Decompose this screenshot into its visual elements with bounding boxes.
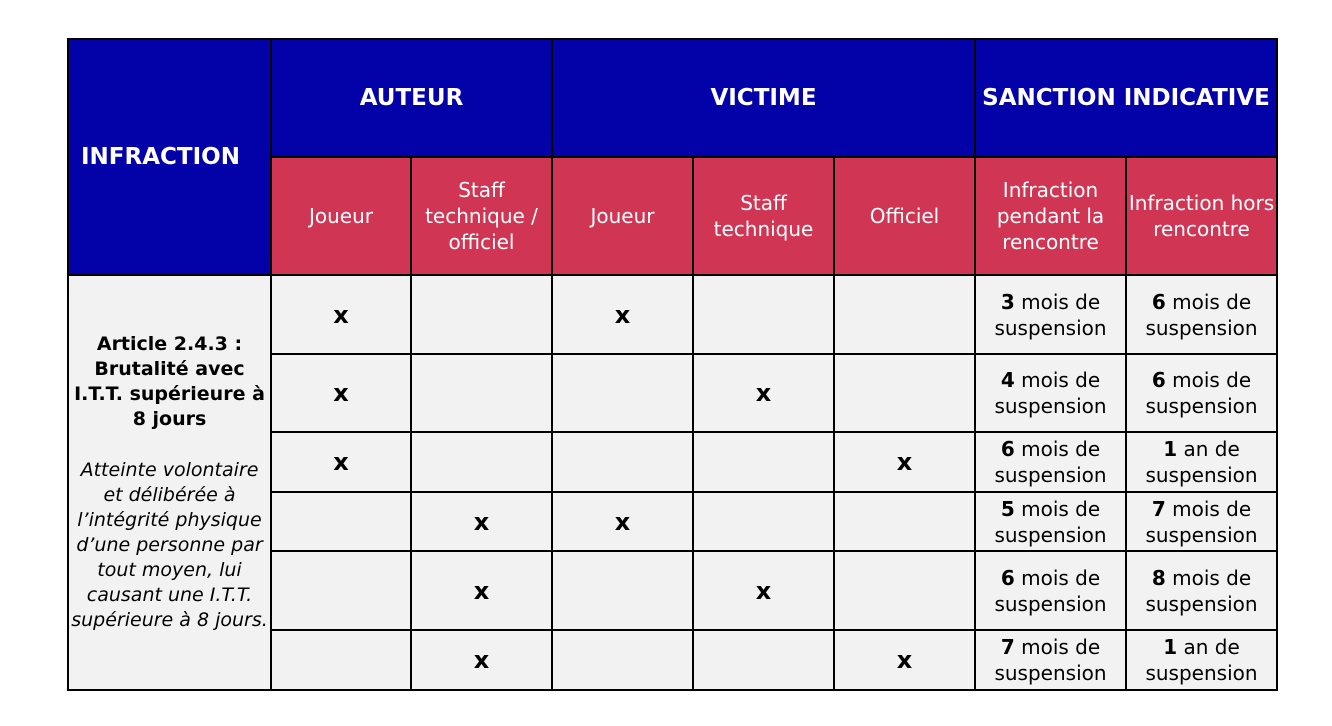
cell-auteur-staff (411, 354, 552, 432)
cell-victime-joueur: x (552, 492, 693, 551)
cell-auteur-joueur: x (271, 432, 411, 492)
cell-victime-joueur (552, 354, 693, 432)
article-body: Atteinte volontaire et délibérée à l’intégrité physique d’une personne par tout moyen, lui causant une I.T.T. supérieure à 8 jours. (71, 459, 268, 631)
sanction-text: mois de suspension (1145, 368, 1258, 418)
sanction-number: 7 (1000, 635, 1015, 659)
cell-victime-staff: x (693, 354, 834, 432)
article-title: Article 2.4.3 : Brutalité avec I.T.T. supérieure à 8 jours (74, 333, 265, 430)
sanction-number: 3 (1000, 289, 1015, 314)
cell-victime-officiel (834, 551, 975, 630)
cell-sanction-pendant (975, 275, 1126, 354)
cell-victime-officiel: x (834, 432, 975, 492)
cell-sanction-pendant (975, 432, 1126, 492)
cell-victime-staff (693, 492, 834, 551)
subheader-victime-joueur: Joueur (552, 157, 693, 275)
sanction-number: 6 (1000, 437, 1015, 461)
sanction-text: an de suspension (1145, 635, 1258, 685)
cell-auteur-staff (411, 432, 552, 492)
cell-victime-officiel: x (834, 630, 975, 690)
cell-sanction-pendant (975, 492, 1126, 551)
sanction-number: 5 (1000, 496, 1015, 521)
sanction-text: mois de suspension (1145, 565, 1258, 616)
cell-victime-staff (693, 275, 834, 354)
cell-victime-officiel (834, 275, 975, 354)
sanction-number: 6 (1000, 565, 1015, 590)
cell-auteur-staff: x (411, 492, 552, 551)
sanction-text: mois de suspension (994, 565, 1107, 616)
sanction-text: mois de suspension (994, 437, 1107, 487)
cell-victime-joueur (552, 630, 693, 690)
cell-auteur-staff (411, 275, 552, 354)
cell-sanction-pendant (975, 551, 1126, 630)
cell-victime-joueur (552, 432, 693, 492)
cell-victime-staff (693, 630, 834, 690)
sanction-number: 7 (1151, 496, 1166, 521)
infraction-description (68, 275, 271, 690)
header-sanction: SANCTION INDICATIVE (975, 39, 1277, 157)
subheader-victime-officiel: Officiel (834, 157, 975, 275)
sanction-text: mois de suspension (1145, 289, 1258, 340)
cell-auteur-joueur (271, 492, 411, 551)
cell-victime-joueur: x (552, 275, 693, 354)
sanction-number: 8 (1151, 565, 1166, 590)
sanctions-table (67, 38, 1278, 691)
cell-auteur-joueur (271, 551, 411, 630)
cell-auteur-staff: x (411, 551, 552, 630)
cell-sanction-pendant (975, 630, 1126, 690)
cell-sanction-hors (1126, 354, 1277, 432)
subheader-victime-staff: Staff technique (693, 157, 834, 275)
sanction-number: 4 (1000, 368, 1015, 392)
cell-auteur-joueur: x (271, 354, 411, 432)
sanction-text: mois de suspension (994, 368, 1107, 418)
sanction-number: 1 (1163, 437, 1178, 461)
sanction-text: mois de suspension (1145, 496, 1258, 547)
cell-victime-staff (693, 432, 834, 492)
cell-sanction-hors (1126, 551, 1277, 630)
cell-sanction-hors (1126, 275, 1277, 354)
sanction-number: 6 (1151, 289, 1166, 314)
sanction-number: 6 (1151, 368, 1166, 392)
subheader-auteur-staff: Staff technique / officiel (411, 157, 552, 275)
cell-victime-officiel (834, 492, 975, 551)
subheader-pendant: Infraction pendant la rencontre (975, 157, 1126, 275)
cell-sanction-hors (1126, 630, 1277, 690)
sanction-number: 1 (1163, 635, 1178, 659)
cell-sanction-pendant (975, 354, 1126, 432)
cell-victime-joueur (552, 551, 693, 630)
sanction-text: an de suspension (1145, 437, 1258, 487)
header-infraction: INFRACTION (68, 39, 271, 275)
subheader-hors: Infraction hors rencontre (1126, 157, 1277, 275)
cell-sanction-hors (1126, 432, 1277, 492)
cell-sanction-hors (1126, 492, 1277, 551)
sanction-text: mois de suspension (994, 289, 1107, 340)
cell-auteur-staff: x (411, 630, 552, 690)
subheader-auteur-joueur: Joueur (271, 157, 411, 275)
sanction-text: mois de suspension (994, 635, 1107, 685)
header-victime: VICTIME (552, 39, 975, 157)
cell-auteur-joueur (271, 630, 411, 690)
cell-victime-staff: x (693, 551, 834, 630)
sanction-text: mois de suspension (994, 496, 1107, 547)
cell-victime-officiel (834, 354, 975, 432)
table-row (68, 275, 1277, 354)
header-auteur: AUTEUR (271, 39, 552, 157)
cell-auteur-joueur: x (271, 275, 411, 354)
